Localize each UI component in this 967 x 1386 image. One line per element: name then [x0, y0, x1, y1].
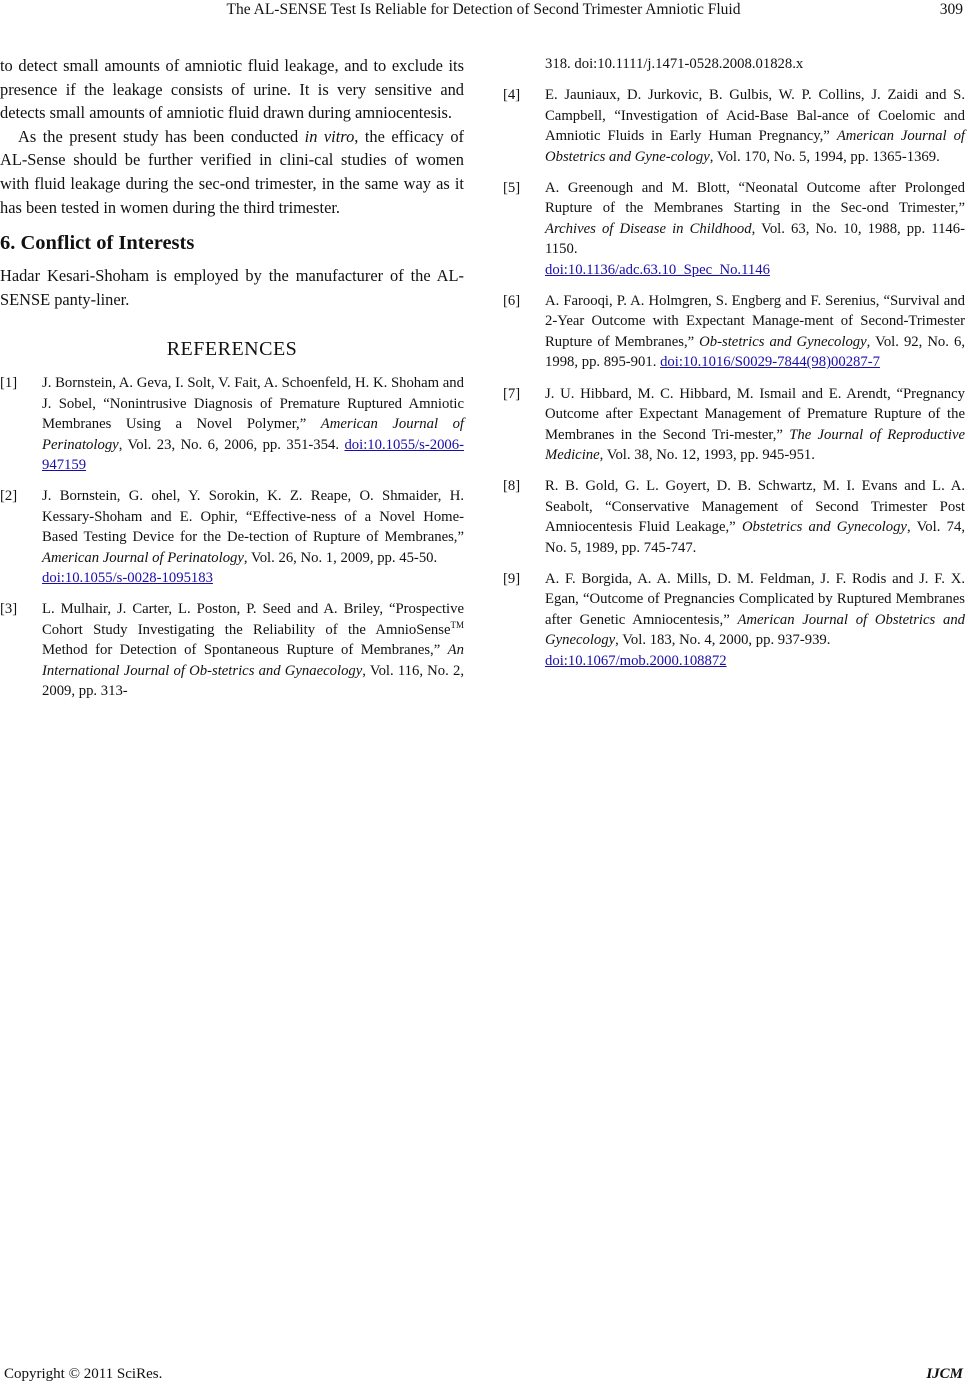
doi-link[interactable]: doi:10.1055/s-2006-947159	[42, 436, 464, 473]
para2-italic: in vitro	[304, 126, 355, 146]
reference-details: , Vol. 23, No. 6, 2006, pp. 351-354.	[118, 436, 345, 453]
reference-journal: The Journal of Reproductive Medicine	[545, 426, 965, 463]
reference-journal: American Journal of Perinatology	[42, 416, 464, 453]
para2-text-b: , the efficacy of AL-Sense should be further verified in clini-cal studies of women with fluid leakage during the sec-ond trimester, in the same way as it has been tested in women during the third trimester.	[0, 126, 464, 217]
reference-number: [5]	[503, 180, 521, 197]
reference-pages-cont: 318.	[545, 56, 575, 72]
reference-details: , Vol. 74, No. 5, 1989, pp. 745-747.	[545, 519, 965, 556]
doi-link[interactable]: doi:10.1111/j.1471-0528.2008.01828.x	[574, 56, 804, 72]
doi-link[interactable]: doi:10.1136/adc.63.10_Spec_No.1146	[545, 261, 770, 278]
doi-link[interactable]: doi:10.1055/s-0028-1095183	[42, 570, 213, 586]
reference-item	[503, 85, 965, 167]
reference-details: , Vol. 116, No. 2, 2009, pp. 313-	[42, 662, 464, 700]
reference-continuation	[503, 54, 965, 74]
reference-item	[503, 178, 965, 280]
reference-authors-title: J. U. Hibbard, M. C. Hibbard, M. Ismail and E. Arendt, “Pregnancy Outcome after Expectant Management of Premature Rupture of the Membranes in the Second Tri-mester,”	[545, 385, 965, 443]
reference-number: [4]	[503, 87, 521, 104]
doi-link[interactable]: doi:10.1016/S0029-7844(98)00287-7	[660, 354, 880, 371]
body-paragraph-2	[0, 125, 464, 219]
reference-number: [3]	[0, 601, 18, 618]
reference-journal: Obstetrics and Gynecology	[741, 519, 907, 536]
reference-number: [6]	[503, 293, 521, 310]
reference-authors-title: J. Bornstein, A. Geva, I. Solt, V. Fait, A. Schoenfeld, H. K. Shoham and J. Sobel, “Nonintrusive Diagnosis of Premature Ruptured Amniotic Membranes Using a Novel Polymer,”	[42, 375, 464, 433]
reference-item	[0, 599, 464, 701]
section-heading-conflict: 6. Conflict of Interests	[0, 232, 195, 255]
running-title: The AL-SENSE Test Is Reliable for Detection of Second Trimester Amniotic Fluid	[226, 1, 741, 18]
reference-item	[503, 476, 965, 558]
para2-text-a: As the present study has been conducted	[18, 126, 305, 146]
reference-details: , Vol. 183, No. 4, 2000, pp. 937-939.	[615, 632, 831, 649]
reference-authors-title: R. B. Gold, G. L. Goyert, D. B. Schwartz, M. I. Evans and L. A. Seabolt, “Conservative Management of Second Trimester Post Amniocentesis Fluid Leakage,”	[545, 478, 965, 536]
copyright-text: Copyright © 2011 SciRes.	[4, 1366, 163, 1382]
reference-details: , Vol. 170, No. 5, 1994, pp. 1365-1369.	[709, 148, 940, 165]
running-header	[0, 1, 967, 23]
left-column	[0, 54, 464, 712]
reference-details: , Vol. 92, No. 6, 1998, pp. 895-901.	[545, 333, 965, 371]
reference-authors-title: A. F. Borgida, A. A. Mills, D. M. Feldman, J. F. Rodis and J. F. X. Egan, “Outcome of Pregnancies Complicated by Ruptured Membranes after Genetic Amniocentesis,”	[545, 570, 965, 628]
reference-number: [8]	[503, 478, 521, 495]
reference-authors-title: A. Farooqi, P. A. Holmgren, S. Engberg and F. Serenius, “Survival and 2-Year Outcome with Expectant Manage-ment of Second-Trimester Rupture of Membranes,”	[545, 293, 965, 350]
right-column	[503, 54, 965, 682]
reference-journal: American Journal of Obstetrics and Gyne-cology	[545, 128, 965, 165]
reference-journal: Ob-stetrics and Gynecology	[699, 333, 867, 350]
reference-number: [9]	[503, 570, 521, 587]
reference-journal: American Journal of Obstetrics and Gynecology	[545, 611, 966, 649]
reference-item	[503, 291, 965, 373]
trademark-sup: TM	[450, 619, 464, 630]
reference-journal: Archives of Disease in Childhood	[545, 220, 752, 237]
reference-item	[503, 384, 965, 466]
doi-link[interactable]: doi:10.1067/mob.2000.108872	[545, 652, 727, 669]
reference-item	[0, 373, 464, 475]
reference-details: , Vol. 26, No. 1, 2009, pp. 45-50.	[243, 549, 438, 566]
reference-authors-title: A. Greenough and M. Blott, “Neonatal Outcome after Prolonged Rupture of the Membranes Starting in the Sec-ond Trimester,”	[545, 180, 965, 217]
journal-abbrev: IJCM	[926, 1366, 963, 1382]
reference-title-cont: Method for Detection of Spontaneous Rupture of Membranes,”	[42, 642, 448, 659]
conflict-paragraph: Hadar Kesari-Shoham is employed by the manufacturer of the AL-SENSE panty-liner.	[0, 266, 464, 309]
reference-journal: An International Journal of Ob-stetrics and Gynaecology	[42, 642, 464, 679]
page-number: 309	[939, 1, 963, 18]
reference-authors-title: J. Bornstein, G. ohel, Y. Sorokin, K. Z. Reape, O. Shmaider, H. Kessary-Shoham and E. Ophir, “Effective-ness of a Novel Home-Based Testing Device for the De-tection of Rupture of Membranes,”	[42, 488, 464, 546]
body-paragraph-1: to detect small amounts of amniotic fluid leakage, and to exclude its presence if the leakage consists of urine. It is very sensitive and detects small amounts of amniotic fluid drawn during amniocentesis.	[0, 56, 464, 123]
references-heading: REFERENCES	[166, 338, 298, 361]
reference-authors-title: E. Jauniaux, D. Jurkovic, B. Gulbis, W. P. Collins, J. Zaidi and S. Campbell, “Investigation of Acid-Base Bal-ance of Coelomic and Amniotic Fluids in Early Human Pregnancy,”	[545, 87, 965, 145]
reference-details: , Vol. 63, No. 10, 1988, pp. 1146-1150.	[545, 220, 965, 258]
reference-item	[503, 569, 965, 671]
reference-number: [7]	[503, 385, 521, 402]
reference-number: [2]	[0, 488, 18, 505]
reference-journal: American Journal of Perinatology	[42, 549, 244, 566]
reference-item	[0, 486, 464, 588]
reference-details: , Vol. 38, No. 12, 1993, pp. 945-951.	[599, 446, 815, 463]
reference-number: [1]	[0, 375, 18, 392]
reference-authors-title: L. Mulhair, J. Carter, L. Poston, P. Seed and A. Briley, “Prospective Cohort Study Investigating the Reliability of the AmnioSense	[42, 601, 464, 638]
